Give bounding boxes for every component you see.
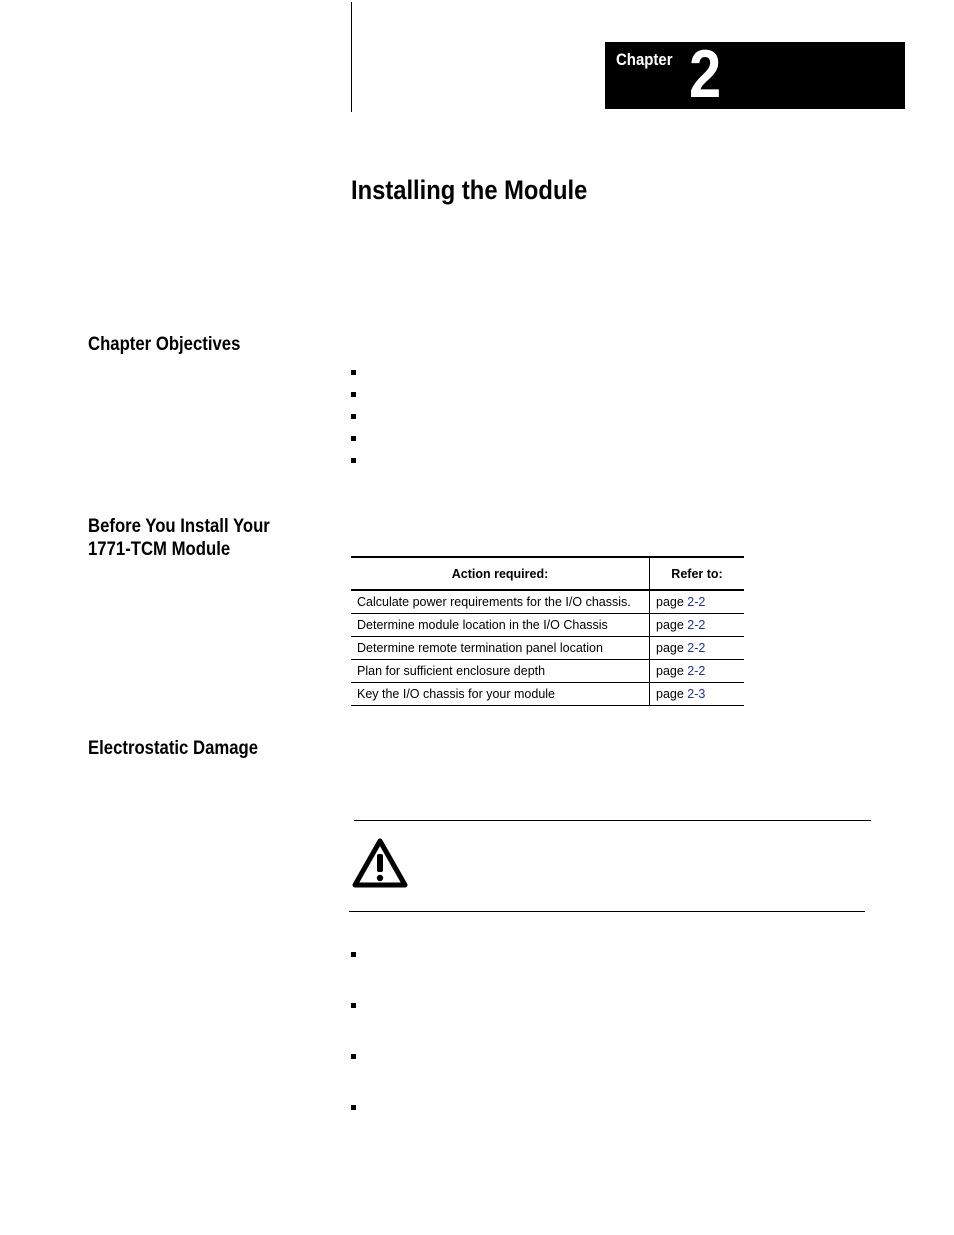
heading-before-install: [88, 515, 270, 561]
header-refer-to: Refer to:: [650, 557, 745, 590]
action-cell: Plan for sufficient enclosure depth: [351, 660, 650, 683]
table-row: [351, 590, 744, 614]
page-link[interactable]: 2-2: [687, 618, 706, 632]
page-title: Installing the Module: [351, 175, 588, 205]
table-row: [351, 660, 744, 683]
chapter-number: 2: [689, 36, 722, 112]
chapter-banner: [605, 36, 905, 112]
table-row: [351, 614, 744, 637]
page-link[interactable]: 2-2: [687, 641, 706, 655]
refer-cell: [650, 637, 745, 660]
esd-bullet: [351, 1105, 356, 1110]
heading-before-install-line1: Before You Install Your: [88, 516, 270, 537]
refer-cell: [650, 660, 745, 683]
action-cell: Key the I/O chassis for your module: [351, 683, 650, 706]
warning-triangle-icon: [352, 838, 408, 888]
table-row: [351, 683, 744, 706]
table-header-row: [351, 557, 744, 590]
objective-bullet: [351, 458, 356, 463]
page-link[interactable]: 2-3: [687, 687, 706, 701]
refer-cell: [650, 683, 745, 706]
chapter-label: Chapter: [616, 50, 673, 69]
objective-bullet: [351, 370, 356, 375]
heading-electrostatic-damage: Electrostatic Damage: [88, 738, 259, 759]
header-vertical-rule: [351, 2, 352, 112]
warning-bottom-rule: [349, 911, 865, 912]
esd-bullet: [351, 952, 356, 957]
heading-before-install-line2: 1771-TCM Module: [88, 539, 231, 560]
page-prefix: page: [656, 641, 688, 655]
header-action-required: Action required:: [351, 557, 650, 590]
page-prefix: page: [656, 595, 688, 609]
heading-chapter-objectives: Chapter Objectives: [88, 334, 241, 355]
refer-cell: [650, 590, 745, 614]
page-prefix: page: [656, 687, 688, 701]
table-row: [351, 637, 744, 660]
page-link[interactable]: 2-2: [687, 664, 706, 678]
warning-top-rule: [354, 820, 871, 821]
actions-table: [351, 556, 744, 706]
action-cell: Calculate power requirements for the I/O chassis.: [351, 590, 650, 614]
page-prefix: page: [656, 664, 688, 678]
refer-cell: [650, 614, 745, 637]
esd-bullet: [351, 1054, 356, 1059]
action-cell: Determine module location in the I/O Chassis: [351, 614, 650, 637]
page-prefix: page: [656, 618, 688, 632]
page-link[interactable]: 2-2: [687, 595, 706, 609]
objective-bullet: [351, 436, 356, 441]
action-cell: Determine remote termination panel location: [351, 637, 650, 660]
objective-bullet: [351, 392, 356, 397]
esd-bullet: [351, 1003, 356, 1008]
objective-bullet: [351, 414, 356, 419]
